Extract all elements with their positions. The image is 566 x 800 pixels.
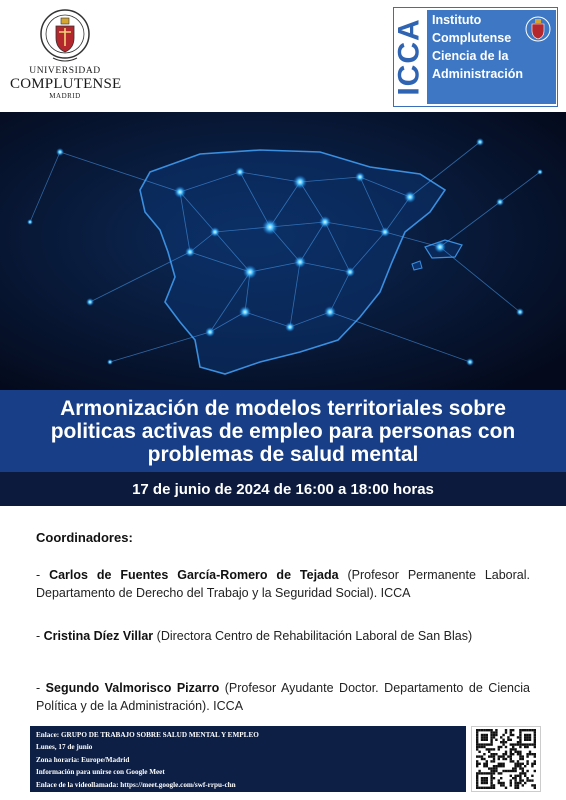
coordinator-name: Cristina Díez Villar [43, 629, 154, 643]
icca-name-line2: Complutense [432, 31, 512, 45]
icca-logo [393, 7, 558, 107]
coordinator-item [36, 679, 530, 715]
meeting-info-box [30, 726, 466, 792]
coordinator-description: (Profesor Ayudante Doctor. Departamento de Ciencia Política y de la Administración). ICCA [36, 681, 530, 713]
university-seal-icon [39, 8, 91, 64]
header [0, 0, 566, 112]
coordinator-name: Carlos de Fuentes García-Romero de Tejada [49, 568, 339, 582]
meeting-date-line: Lunes, 17 de junio [36, 743, 93, 752]
ucm-logo [10, 8, 120, 106]
university-seal-icon [524, 15, 552, 49]
hero-image [0, 112, 566, 390]
icca-acronym-text: ICCA [393, 18, 426, 96]
coordinators-heading: Coordinadores: [36, 530, 133, 545]
coordinator-item [36, 566, 530, 602]
meeting-url-line[interactable]: Enlace de la videollamada: https://meet.google.com/swf-rrpu-chn [36, 780, 236, 789]
coordinator-item [36, 627, 530, 645]
icca-name-line1: Instituto [432, 13, 482, 27]
coordinator-prefix: - [36, 681, 46, 695]
ucm-name-line2: COMPLUTENSE [10, 76, 122, 92]
icca-name-box [427, 10, 556, 104]
icca-name-line4: Administración [432, 67, 523, 81]
icca-name-line3: Ciencia de la [432, 49, 509, 63]
event-title: Armonización de modelos territoriales sobre politicas activas de empleo para personas con problemas de salud mental [50, 396, 516, 466]
meeting-timezone-line: Zona horaria: Europe/Madrid [36, 755, 130, 764]
event-date-band [0, 472, 566, 506]
event-date: 17 de junio de 2024 de 16:00 a 18:00 horas [132, 480, 434, 498]
qr-code [471, 726, 541, 792]
ucm-name-line1: UNIVERSIDAD [29, 66, 101, 76]
coordinators-section [36, 530, 530, 715]
meeting-info-line: Información para unirse con Google Meet [36, 768, 165, 777]
event-title-band [0, 390, 566, 472]
coordinator-prefix: - [36, 629, 44, 643]
qr-code-icon [472, 727, 540, 791]
coordinator-description: (Profesor Permanente Laboral. Departamento de Derecho del Trabajo y la Seguridad Social). ICCA [36, 568, 531, 600]
spain-network-map-image [0, 112, 566, 390]
meeting-link-line: Enlace: GRUPO DE TRABAJO SOBRE SALUD MENTAL Y EMPLEO [36, 731, 259, 739]
icca-acronym [394, 8, 426, 106]
coordinator-description: (Directora Centro de Rehabilitación Laboral de San Blas) [153, 629, 473, 643]
coordinator-prefix: - [36, 568, 50, 582]
ucm-name-line3: MADRID [49, 92, 81, 100]
coordinator-name: Segundo Valmorisco Pizarro [45, 681, 220, 695]
